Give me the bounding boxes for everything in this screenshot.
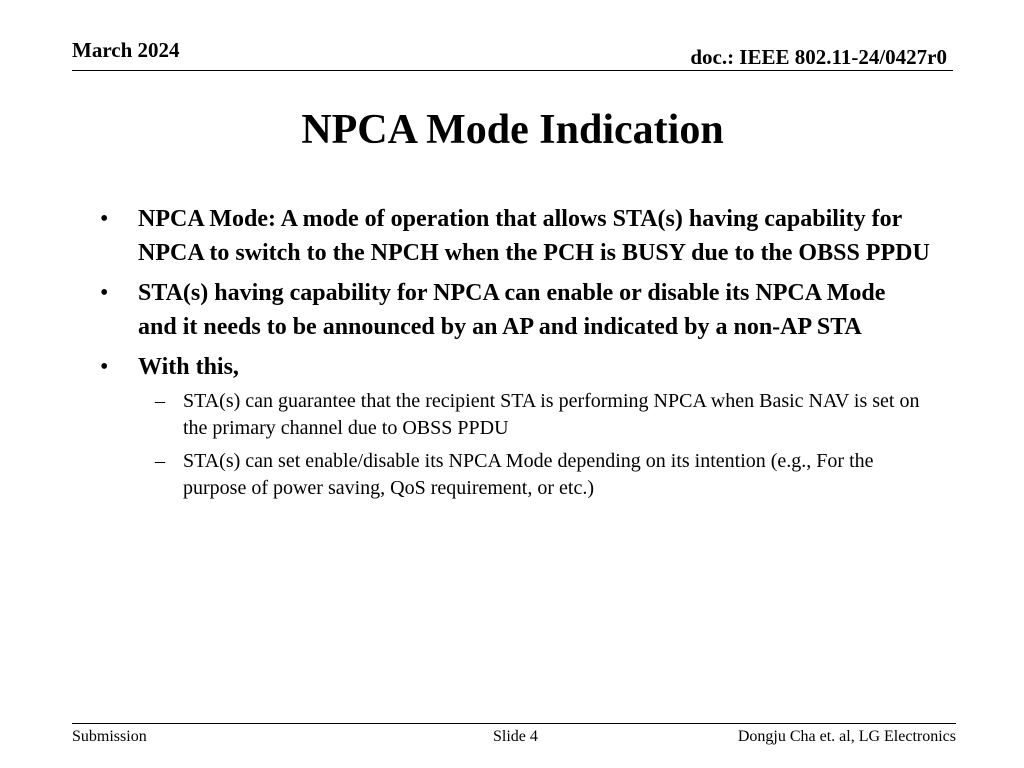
slide-body: [100, 202, 930, 508]
bullet-text: With this,: [138, 354, 239, 380]
bullet-item-3: [100, 350, 930, 384]
sub-bullet-list: [100, 388, 930, 502]
slide-title: NPCA Mode Indication: [301, 107, 724, 153]
footer-submission: Submission: [72, 728, 147, 745]
bullet-text: STA(s) having capability for NPCA can enable or disable its NPCA Mode and it needs to be announced by an AP and indicated by a non-AP STA: [138, 280, 886, 340]
bullet-marker: •: [100, 280, 109, 306]
sub-bullet-marker: –: [155, 390, 165, 412]
sub-bullet-item-1: [100, 388, 923, 442]
bullet-marker: •: [100, 206, 109, 232]
bullet-item-2: [100, 276, 930, 344]
footer-authors: Dongju Cha et. al, LG Electronics: [737, 728, 956, 745]
sub-bullet-text: STA(s) can set enable/disable its NPCA Mode depending on its intention (e.g., For the purpose of power saving, QoS requirement, or etc.): [183, 450, 874, 499]
sub-bullet-item-2: [100, 448, 923, 502]
bullet-text: NPCA Mode: A mode of operation that allows STA(s) having capability for NPCA to switch to the NPCH when the PCH is BUSY due to the OBSS PPDU: [138, 206, 930, 266]
sub-bullet-marker: –: [155, 450, 165, 472]
header-date: March 2024: [72, 38, 180, 62]
footer-slide-number: Slide 4: [493, 728, 538, 745]
header-divider: [72, 70, 953, 71]
bullet-marker: •: [100, 354, 109, 380]
header-document-id: doc.: IEEE 802.11-24/0427r0: [690, 45, 947, 69]
bullet-item-1: [100, 202, 930, 270]
sub-bullet-text: STA(s) can guarantee that the recipient STA is performing NPCA when Basic NAV is set on the primary channel due to OBSS PPDU: [183, 390, 920, 439]
footer-divider: [72, 723, 956, 724]
